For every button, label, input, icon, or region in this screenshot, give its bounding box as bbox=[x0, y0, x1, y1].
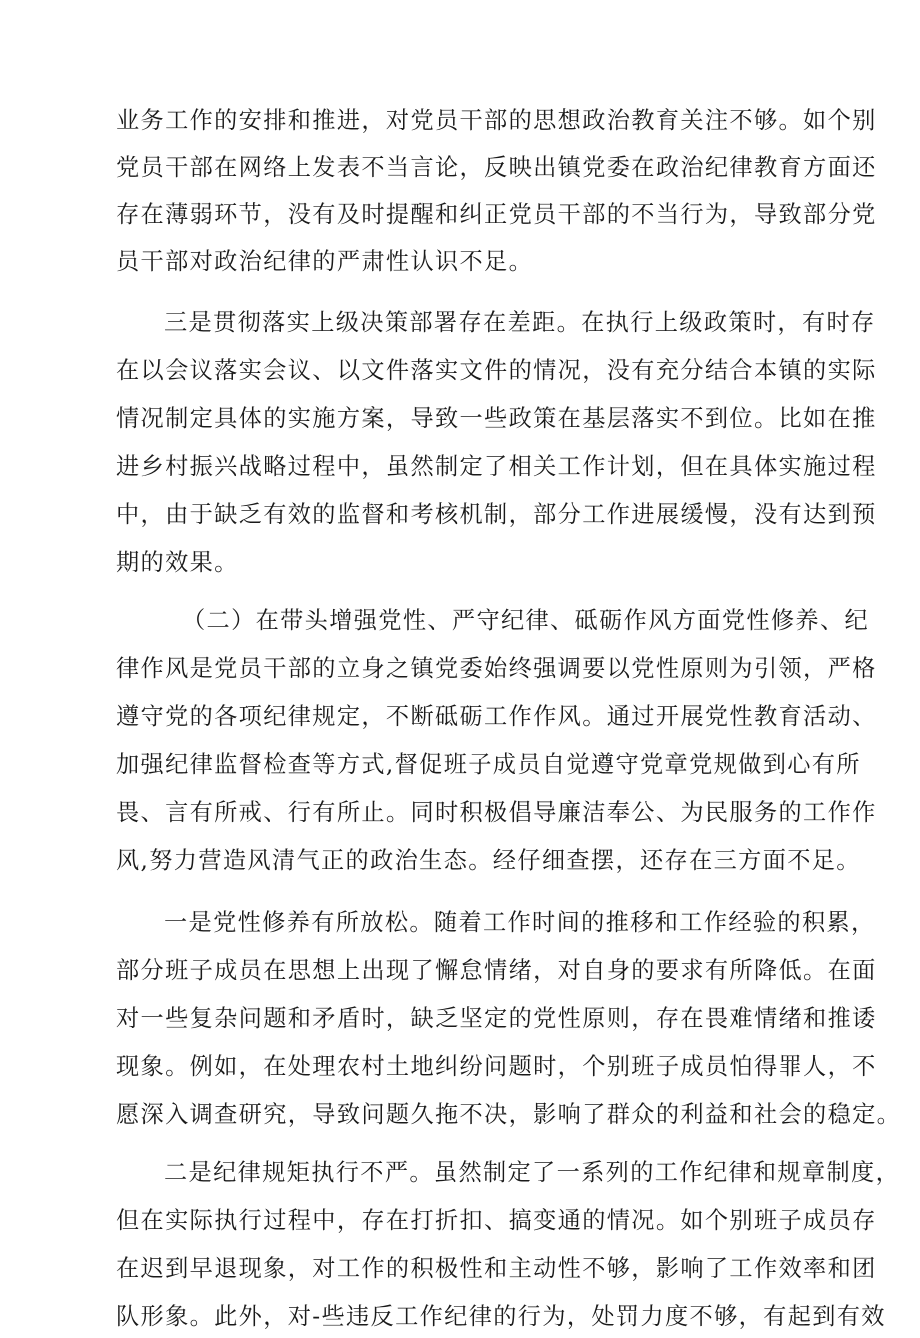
text-line: 部分班子成员在思想上出现了懈怠情绪，对自身的要求有所降低。在面 bbox=[116, 957, 877, 984]
text-line: 进乡村振兴战略过程中，虽然制定了相关工作计划，但在具体实施过程 bbox=[116, 453, 877, 480]
text-line: 对一些复杂问题和矛盾时，缺乏坚定的党性原则，存在畏难情绪和推诿 bbox=[116, 1005, 877, 1032]
text-line: 情况制定具体的实施方案，导致一些政策在基层落实不到位。比如在推 bbox=[116, 405, 877, 432]
text-line: 业务工作的安排和推进，对党员干部的思想政治教育关注不够。如个别 bbox=[116, 107, 877, 134]
text-line: 现象。例如，在处理农村土地纠纷问题时，个别班子成员怕得罪人，不 bbox=[116, 1053, 877, 1080]
text-line: 队形象。此外，对-些违反工作纪律的行为，处罚力度不够，有起到有效 bbox=[116, 1303, 886, 1330]
text-line: 畏、言有所戒、行有所止。同时积极倡导廉洁奉公、为民服务的工作作 bbox=[116, 799, 877, 826]
text-line: 存在薄弱环节，没有及时提醒和纠正党员干部的不当行为，导致部分党 bbox=[116, 201, 877, 228]
paragraph-first-line: 一是党性修养有所放松。随着工作时间的推移和工作经验的积累， bbox=[164, 909, 876, 936]
text-line: 律作风是党员干部的立身之镇党委始终强调要以党性原则为引领，严格 bbox=[116, 655, 877, 682]
paragraph-first-line: 二是纪律规矩执行不严。虽然制定了一系列的工作纪律和规章制度， bbox=[164, 1159, 901, 1186]
section-heading-line: （二）在带头增强党性、严守纪律、砥砺作风方面党性修养、纪 bbox=[182, 607, 870, 634]
text-line: 中，由于缺乏有效的监督和考核机制，部分工作进展缓慢，没有达到预 bbox=[116, 501, 877, 528]
text-line: 在迟到早退现象，对工作的积极性和主动性不够，影响了工作效率和团 bbox=[116, 1255, 877, 1282]
text-line: 期的效果。 bbox=[116, 549, 239, 576]
text-line: 风,努力营造风清气正的政治生态。经仔细查摆，还存在三方面不足。 bbox=[116, 847, 861, 874]
text-line: 员干部对政治纪律的严肃性认识不足。 bbox=[116, 248, 534, 275]
text-line: 党员干部在网络上发表不当言论，反映出镇党委在政治纪律教育方面还 bbox=[116, 154, 877, 181]
text-line: 遵守党的各项纪律规定，不断砥砺工作作风。通过开展党性教育活动、 bbox=[116, 703, 877, 730]
text-line: 愿深入调查研究，导致问题久拖不决，影响了群众的利益和社会的稳定。 bbox=[116, 1101, 902, 1128]
text-line: 加强纪律监督检查等方式,督促班子成员自觉遵守党章党规做到心有所 bbox=[116, 751, 861, 778]
paragraph-first-line: 三是贯彻落实上级决策部署存在差距。在执行上级政策时，有时存 bbox=[164, 309, 876, 336]
text-line: 在以会议落实会议、以文件落实文件的情况，没有充分结合本镇的实际 bbox=[116, 357, 877, 384]
text-line: 但在实际执行过程中，存在打折扣、搞变通的情况。如个别班子成员存 bbox=[116, 1207, 877, 1234]
